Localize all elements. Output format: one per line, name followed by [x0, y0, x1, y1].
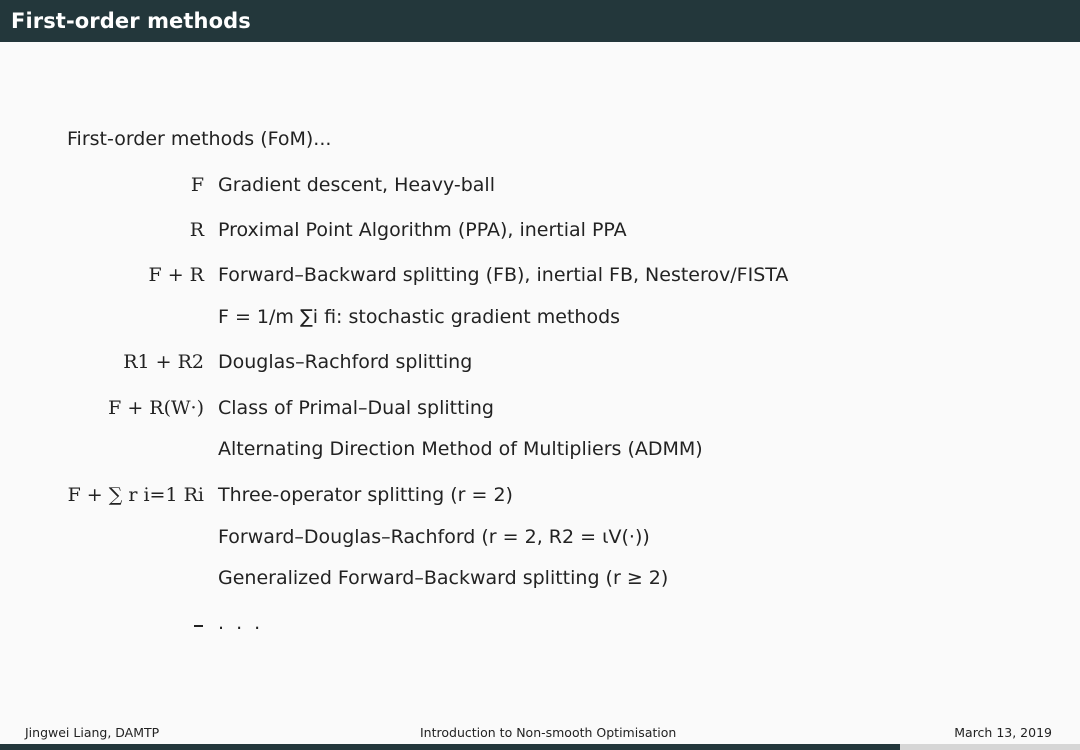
slide-progress-fill	[0, 744, 900, 750]
method-row	[0, 526, 1080, 556]
method-label: F + R(W·)	[108, 397, 204, 419]
method-description: Douglas–Rachford splitting	[218, 351, 473, 373]
intro-text: First-order methods (FoM)...	[67, 128, 332, 150]
method-description: Proximal Point Algorithm (PPA), inertial PPA	[218, 219, 627, 241]
method-row	[0, 567, 1080, 597]
footer-author: Jingwei Liang, DAMTP	[25, 725, 160, 740]
method-description: Alternating Direction Method of Multipliers (ADMM)	[218, 438, 703, 460]
method-description: Forward–Douglas–Rachford (r = 2, R2 = ιV(·))	[218, 526, 650, 548]
method-row	[0, 306, 1080, 336]
slide-title-bar	[0, 0, 1080, 42]
method-description: Class of Primal–Dual splitting	[218, 397, 494, 419]
method-row	[0, 438, 1080, 468]
method-row	[0, 397, 1080, 427]
method-description: F = 1/m ∑i fi: stochastic gradient methods	[218, 306, 621, 328]
method-description: Generalized Forward–Backward splitting (r ≥ 2)	[218, 567, 669, 589]
method-row	[0, 219, 1080, 249]
method-label: F + ∑ r i=1 Ri	[67, 484, 204, 506]
method-label: F	[190, 174, 204, 196]
method-label: F + R	[148, 264, 204, 286]
slide-footer	[0, 725, 1080, 743]
method-row	[0, 351, 1080, 381]
method-row	[0, 484, 1080, 514]
ellipsis: . . .	[218, 612, 264, 634]
footer-course: Introduction to Non-smooth Optimisation	[420, 725, 677, 740]
list-bullet	[194, 625, 203, 627]
method-description: Gradient descent, Heavy-ball	[218, 174, 495, 196]
slide-progress-bar	[0, 744, 1080, 750]
footer-date: March 13, 2019	[954, 725, 1052, 740]
method-description: Three-operator splitting (r = 2)	[218, 484, 513, 506]
slide-title: First-order methods	[11, 9, 251, 33]
method-label: R	[189, 219, 204, 241]
method-row	[0, 264, 1080, 294]
method-row	[0, 174, 1080, 204]
method-label: R1 + R2	[123, 351, 204, 373]
method-description: Forward–Backward splitting (FB), inertial FB, Nesterov/FISTA	[218, 264, 789, 286]
